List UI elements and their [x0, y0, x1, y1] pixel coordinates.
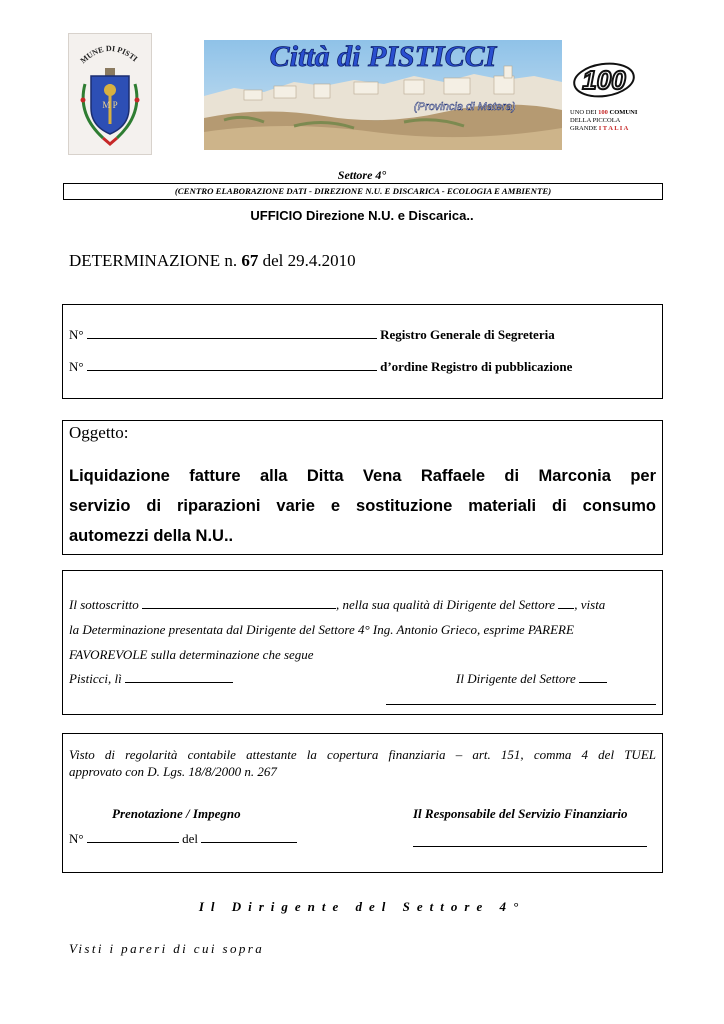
- registro-generale-row: N° Registro Generale di Segreteria: [69, 327, 555, 342]
- sottoscritto-blank[interactable]: [142, 608, 336, 609]
- registro-box: [62, 304, 663, 399]
- impegno-numero-blank[interactable]: [87, 842, 179, 843]
- determinazione-date: del 29.4.2010: [262, 251, 356, 270]
- determinazione-heading: DETERMINAZIONE n. 67 del 29.4.2010: [69, 251, 356, 270]
- cento-comuni-logo: [570, 58, 640, 138]
- city-banner-image: [204, 40, 562, 150]
- dirigente-settore-heading: Il Dirigente del Settore 4°: [198, 899, 526, 914]
- responsabile-heading: Il Responsabile del Servizio Finanziario: [413, 806, 628, 821]
- parere-firma-label: Il Dirigente del Settore: [456, 671, 607, 687]
- registro-generale-blank[interactable]: [87, 338, 377, 339]
- parere-line-3: FAVOREVOLE sulla determinazione che segue: [69, 647, 314, 662]
- dirigente-settore-blank[interactable]: [579, 682, 607, 683]
- crest-initials: M P: [102, 100, 118, 110]
- contabile-box: [62, 733, 663, 873]
- responsabile-signature-line[interactable]: [413, 846, 647, 847]
- parere-box: [62, 570, 663, 715]
- contabile-text: Visto di regolarità contabile attestante la copertura finanziaria – art. 151, comma 4 del TUEL approvato con D. Lgs. 18/8/2000 n. 267: [69, 747, 656, 779]
- registro-pubblicazione-row: N° d’ordine Registro di pubblicazione: [69, 359, 573, 374]
- settore-blank[interactable]: [558, 608, 574, 609]
- parere-line-1: Il sottoscritto , nella sua qualità di Dirigente del Settore , vista: [69, 597, 606, 612]
- data-blank[interactable]: [125, 682, 233, 683]
- oggetto-text: Liquidazione fatture alla Ditta Vena Raffaele di Marconia per servizio di riparazioni varie e sostituzione materiali di consumo automezzi della N.U..: [69, 467, 656, 545]
- settore-subtitle: (CENTRO ELABORAZIONE DATI - DIREZIONE N.U. E DISCARICA - ECOLOGIA E AMBIENTE): [63, 183, 663, 200]
- banner-title: Città di PISTICCI: [269, 40, 497, 73]
- ufficio-title: UFFICIO Direzione N.U. e Discarica..: [250, 208, 474, 223]
- crest-caption: MUNE DI PISTI: [78, 43, 140, 66]
- prenotazione-heading: Prenotazione / Impegno: [112, 806, 241, 821]
- impegno-data-blank[interactable]: [201, 842, 297, 843]
- parere-line-2: la Determinazione presentata dal Dirigente del Settore 4° Ing. Antonio Grieco, esprime PARERE: [69, 622, 574, 637]
- visti-pareri-text: Visti i pareri di cui sopra: [69, 941, 265, 956]
- parere-signature-line[interactable]: [386, 704, 656, 705]
- banner-subtitle: (Provincia di Matera): [414, 101, 516, 113]
- oggetto-box: [62, 420, 663, 555]
- oggetto-label: Oggetto:: [69, 423, 129, 442]
- logo-caption: UNO DEI 100 COMUNI DELLA PICCOLA GRANDE I T A L I A: [570, 109, 638, 132]
- impegno-row: N° del: [69, 831, 297, 847]
- comune-crest-image: [68, 33, 152, 155]
- settore-title: Settore 4°: [337, 168, 387, 182]
- parere-luogo: Pisticci, lì: [69, 671, 233, 687]
- svg-text:COMUNE DI PISTICCI: [69, 34, 139, 65]
- determinazione-number: 67: [241, 251, 259, 270]
- logo-number: 100: [582, 65, 626, 95]
- registro-pubblicazione-blank[interactable]: [87, 370, 377, 371]
